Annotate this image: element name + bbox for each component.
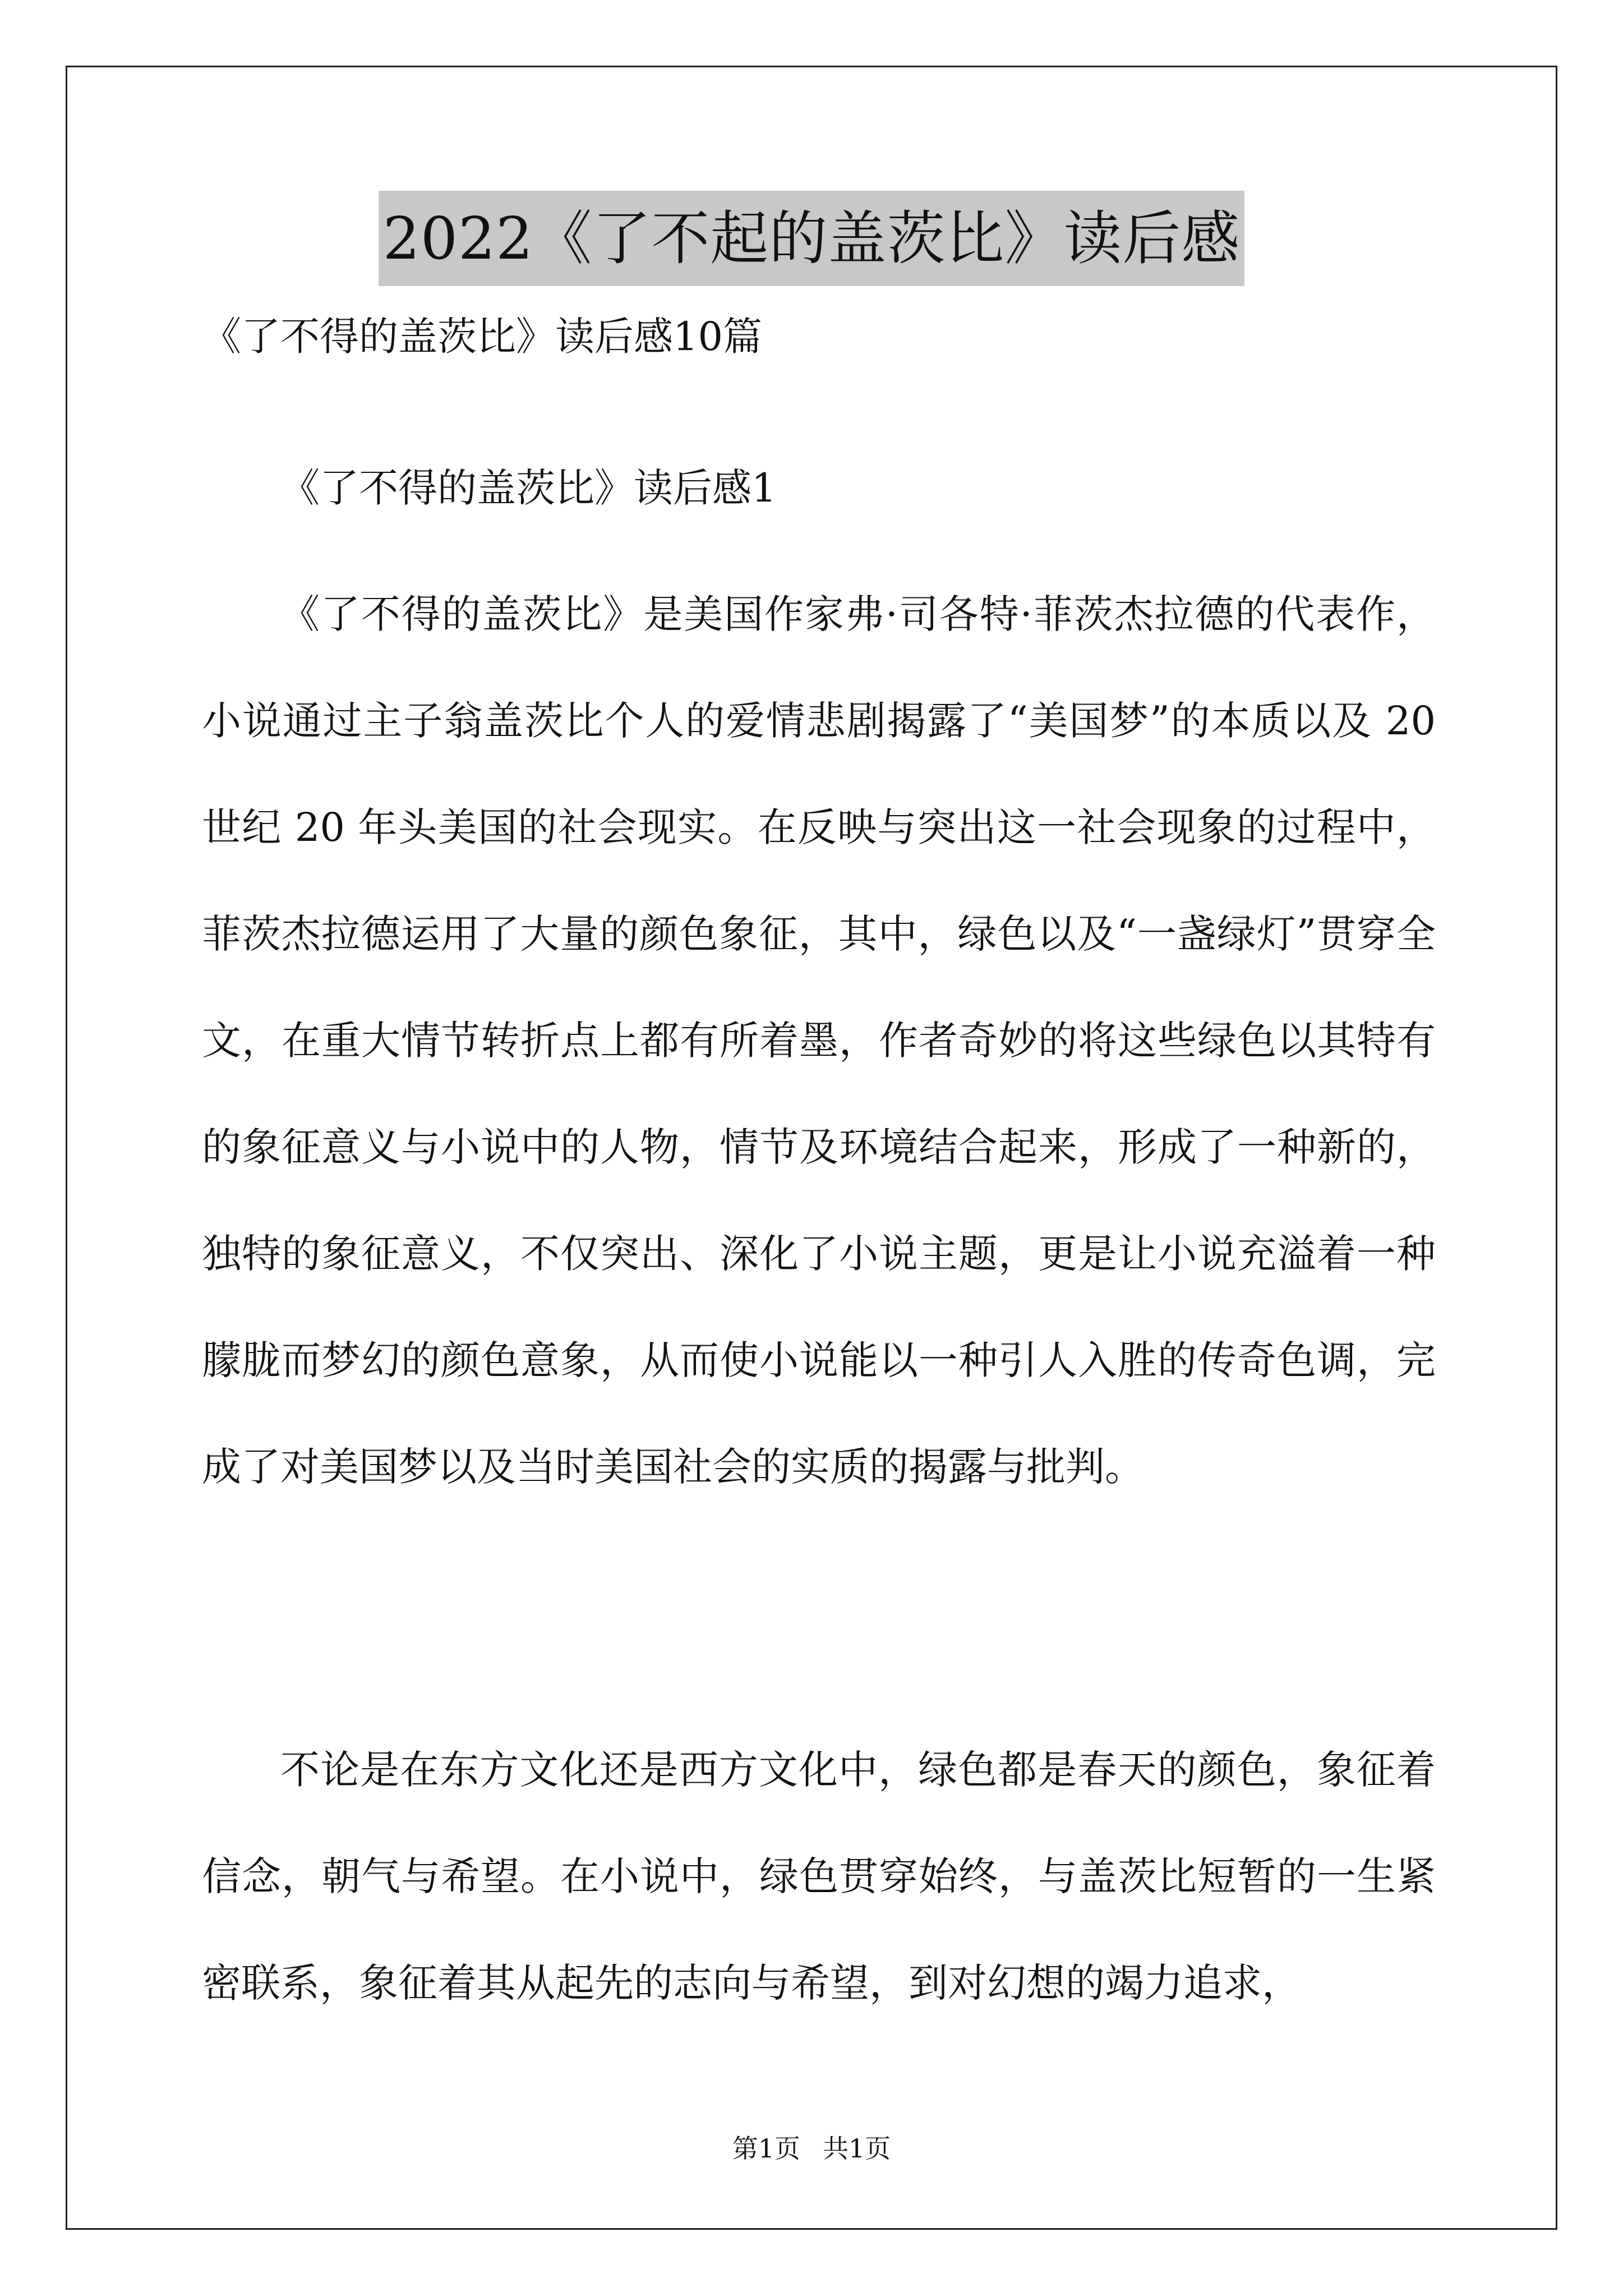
document-subtitle: 《了不得的盖茨比》读后感10篇: [202, 314, 763, 360]
page-number: 第1页: [732, 2133, 800, 2164]
page-footer: [0, 2132, 1623, 2165]
paragraph: 《了不得的盖茨比》是美国作家弗·司各特·菲茨杰拉德的代表作，小说通过主子翁盖茨比个人的爱情悲剧揭露了“美国梦”的本质以及 20 世纪 20 年头美国的社会现实。在反映与突出这一社会现象的过程中，菲茨杰拉德运用了大量的颜色象征，其中，绿色以及“一盏绿灯”贯穿全文，在重大情节转折点上都有所着墨，作者奇妙的将这些绿色以其特有的象征意义与小说中的人物，情节及环境结合起来，形成了一种新的，独特的象征意义，不仅突出、深化了小说主题，更是让小说充溢着一种朦胧而梦幻的颜色意象，从而使小说能以一种引人入胜的传奇色调，完成了对美国梦以及当时美国社会的实质的揭露与批判。: [202, 591, 1436, 1490]
title-container: [0, 191, 1623, 286]
section-heading: 《了不得的盖茨比》读后感1: [280, 465, 777, 511]
page-total: 共1页: [823, 2133, 891, 2164]
paragraph: 不论是在东方文化还是西方文化中，绿色都是春天的颜色，象征着信念，朝气与希望。在小说中，绿色贯穿始终，与盖茨比短暂的一生紧密联系，象征着其从起先的志向与希望，到对幻想的竭力追求，: [202, 1747, 1436, 2006]
document-title: 2022《了不起的盖茨比》读后感: [379, 191, 1245, 286]
